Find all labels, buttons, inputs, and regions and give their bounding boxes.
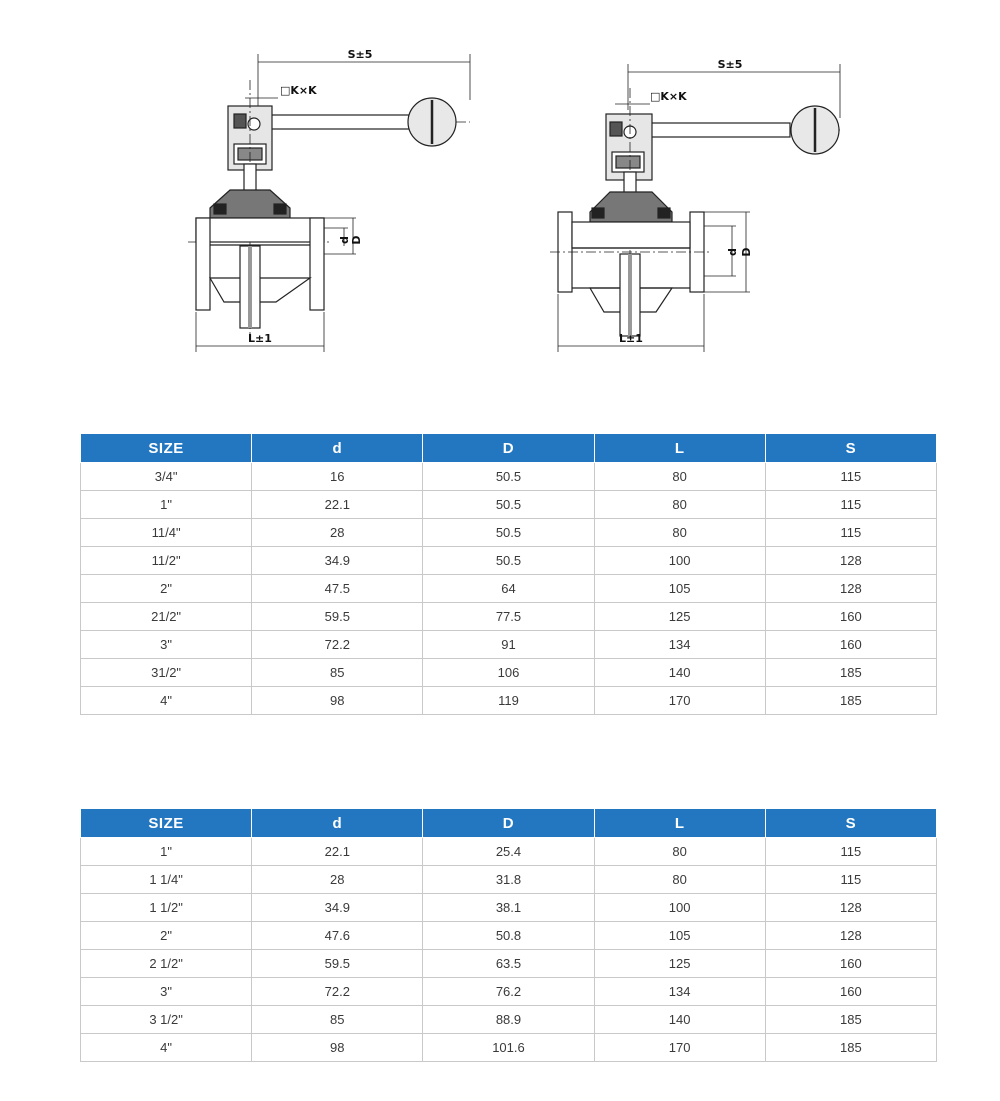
cell-size: 4"	[81, 1034, 252, 1062]
valve-drawing-clamp-ends	[540, 40, 870, 360]
cell-d: 47.6	[252, 922, 423, 950]
cell-D: 50.5	[423, 519, 594, 547]
cell-d: 85	[252, 659, 423, 687]
table-header-row	[81, 434, 937, 463]
cell-D: 38.1	[423, 894, 594, 922]
header-S: S	[765, 434, 936, 463]
cell-d: 85	[252, 1006, 423, 1034]
cell-S: 128	[765, 547, 936, 575]
cell-S: 115	[765, 491, 936, 519]
cell-S: 128	[765, 894, 936, 922]
table-row	[81, 603, 937, 631]
table-header-row	[81, 809, 937, 838]
cell-L: 80	[594, 463, 765, 491]
table-row	[81, 575, 937, 603]
table-row	[81, 1034, 937, 1062]
cell-d: 34.9	[252, 547, 423, 575]
table-row	[81, 463, 937, 491]
s-dimension-label: S±5	[347, 48, 373, 61]
cell-S: 115	[765, 519, 936, 547]
table-row	[81, 866, 937, 894]
dimension-table-weld	[80, 433, 937, 715]
cell-d: 34.9	[252, 894, 423, 922]
header-d: d	[252, 434, 423, 463]
cell-S: 185	[765, 659, 936, 687]
cell-size: 2 1/2"	[81, 950, 252, 978]
cell-S: 160	[765, 978, 936, 1006]
cell-L: 170	[594, 687, 765, 715]
cell-D: 101.6	[423, 1034, 594, 1062]
table-row	[81, 950, 937, 978]
table-row	[81, 838, 937, 866]
cell-L: 170	[594, 1034, 765, 1062]
cell-d: 28	[252, 519, 423, 547]
cell-L: 140	[594, 659, 765, 687]
cell-S: 128	[765, 922, 936, 950]
cell-D: 50.5	[423, 547, 594, 575]
header-D: D	[423, 809, 594, 838]
table-row	[81, 519, 937, 547]
k-dimension-label: □K×K	[280, 84, 317, 97]
cell-L: 105	[594, 575, 765, 603]
table-row	[81, 631, 937, 659]
d-dimension-label: d	[726, 248, 739, 256]
header-d: d	[252, 809, 423, 838]
cell-d: 72.2	[252, 631, 423, 659]
table-row	[81, 894, 937, 922]
header-L: L	[594, 434, 765, 463]
cell-S: 160	[765, 950, 936, 978]
cell-size: 1"	[81, 491, 252, 519]
cell-d: 59.5	[252, 950, 423, 978]
cell-S: 185	[765, 1006, 936, 1034]
cell-L: 100	[594, 547, 765, 575]
cell-S: 128	[765, 575, 936, 603]
cell-D: 76.2	[423, 978, 594, 1006]
cell-size: 1 1/2"	[81, 894, 252, 922]
cell-L: 105	[594, 922, 765, 950]
cell-L: 80	[594, 491, 765, 519]
cell-D: 50.5	[423, 463, 594, 491]
cell-d: 28	[252, 866, 423, 894]
cell-size: 2"	[81, 922, 252, 950]
cell-L: 140	[594, 1006, 765, 1034]
cell-size: 1"	[81, 838, 252, 866]
cell-L: 125	[594, 950, 765, 978]
cell-d: 72.2	[252, 978, 423, 1006]
l-dimension-label: L±1	[248, 332, 272, 345]
cell-L: 80	[594, 866, 765, 894]
cell-size: 2"	[81, 575, 252, 603]
cell-d: 22.1	[252, 838, 423, 866]
D-dimension-label: D	[740, 247, 753, 257]
cell-L: 125	[594, 603, 765, 631]
dimension-table-clamp	[80, 808, 937, 1062]
cell-L: 80	[594, 519, 765, 547]
cell-size: 3"	[81, 631, 252, 659]
table-row	[81, 491, 937, 519]
table-row	[81, 687, 937, 715]
cell-D: 64	[423, 575, 594, 603]
header-D: D	[423, 434, 594, 463]
cell-L: 100	[594, 894, 765, 922]
cell-D: 63.5	[423, 950, 594, 978]
cell-size: 3 1/2"	[81, 1006, 252, 1034]
cell-L: 134	[594, 978, 765, 1006]
header-S: S	[765, 809, 936, 838]
cell-size: 3"	[81, 978, 252, 1006]
D-dimension-label: D	[350, 235, 363, 245]
cell-S: 115	[765, 838, 936, 866]
table-row	[81, 978, 937, 1006]
table-row	[81, 659, 937, 687]
cell-D: 77.5	[423, 603, 594, 631]
cell-d: 22.1	[252, 491, 423, 519]
k-dimension-label: □K×K	[650, 90, 687, 103]
table-row	[81, 547, 937, 575]
cell-size: 21/2"	[81, 603, 252, 631]
cell-D: 50.5	[423, 491, 594, 519]
cell-D: 119	[423, 687, 594, 715]
cell-S: 160	[765, 631, 936, 659]
cell-S: 115	[765, 463, 936, 491]
cell-D: 50.8	[423, 922, 594, 950]
cell-S: 185	[765, 1034, 936, 1062]
cell-S: 115	[765, 866, 936, 894]
header-size: SIZE	[81, 809, 252, 838]
cell-d: 16	[252, 463, 423, 491]
cell-d: 98	[252, 1034, 423, 1062]
header-L: L	[594, 809, 765, 838]
cell-size: 11/4"	[81, 519, 252, 547]
table-row	[81, 1006, 937, 1034]
cell-L: 134	[594, 631, 765, 659]
s-dimension-label: S±5	[717, 58, 743, 71]
cell-D: 31.8	[423, 866, 594, 894]
header-size: SIZE	[81, 434, 252, 463]
cell-d: 98	[252, 687, 423, 715]
d-dimension-label: d	[338, 236, 351, 244]
cell-L: 80	[594, 838, 765, 866]
cell-d: 59.5	[252, 603, 423, 631]
cell-size: 4"	[81, 687, 252, 715]
cell-S: 185	[765, 687, 936, 715]
cell-D: 106	[423, 659, 594, 687]
cell-d: 47.5	[252, 575, 423, 603]
cell-D: 88.9	[423, 1006, 594, 1034]
table-row	[81, 922, 937, 950]
cell-size: 1 1/4"	[81, 866, 252, 894]
cell-size: 31/2"	[81, 659, 252, 687]
cell-size: 3/4"	[81, 463, 252, 491]
cell-D: 25.4	[423, 838, 594, 866]
valve-drawing-weld-ends	[170, 40, 500, 360]
cell-D: 91	[423, 631, 594, 659]
cell-size: 11/2"	[81, 547, 252, 575]
cell-S: 160	[765, 603, 936, 631]
l-dimension-label: L±1	[619, 332, 643, 345]
